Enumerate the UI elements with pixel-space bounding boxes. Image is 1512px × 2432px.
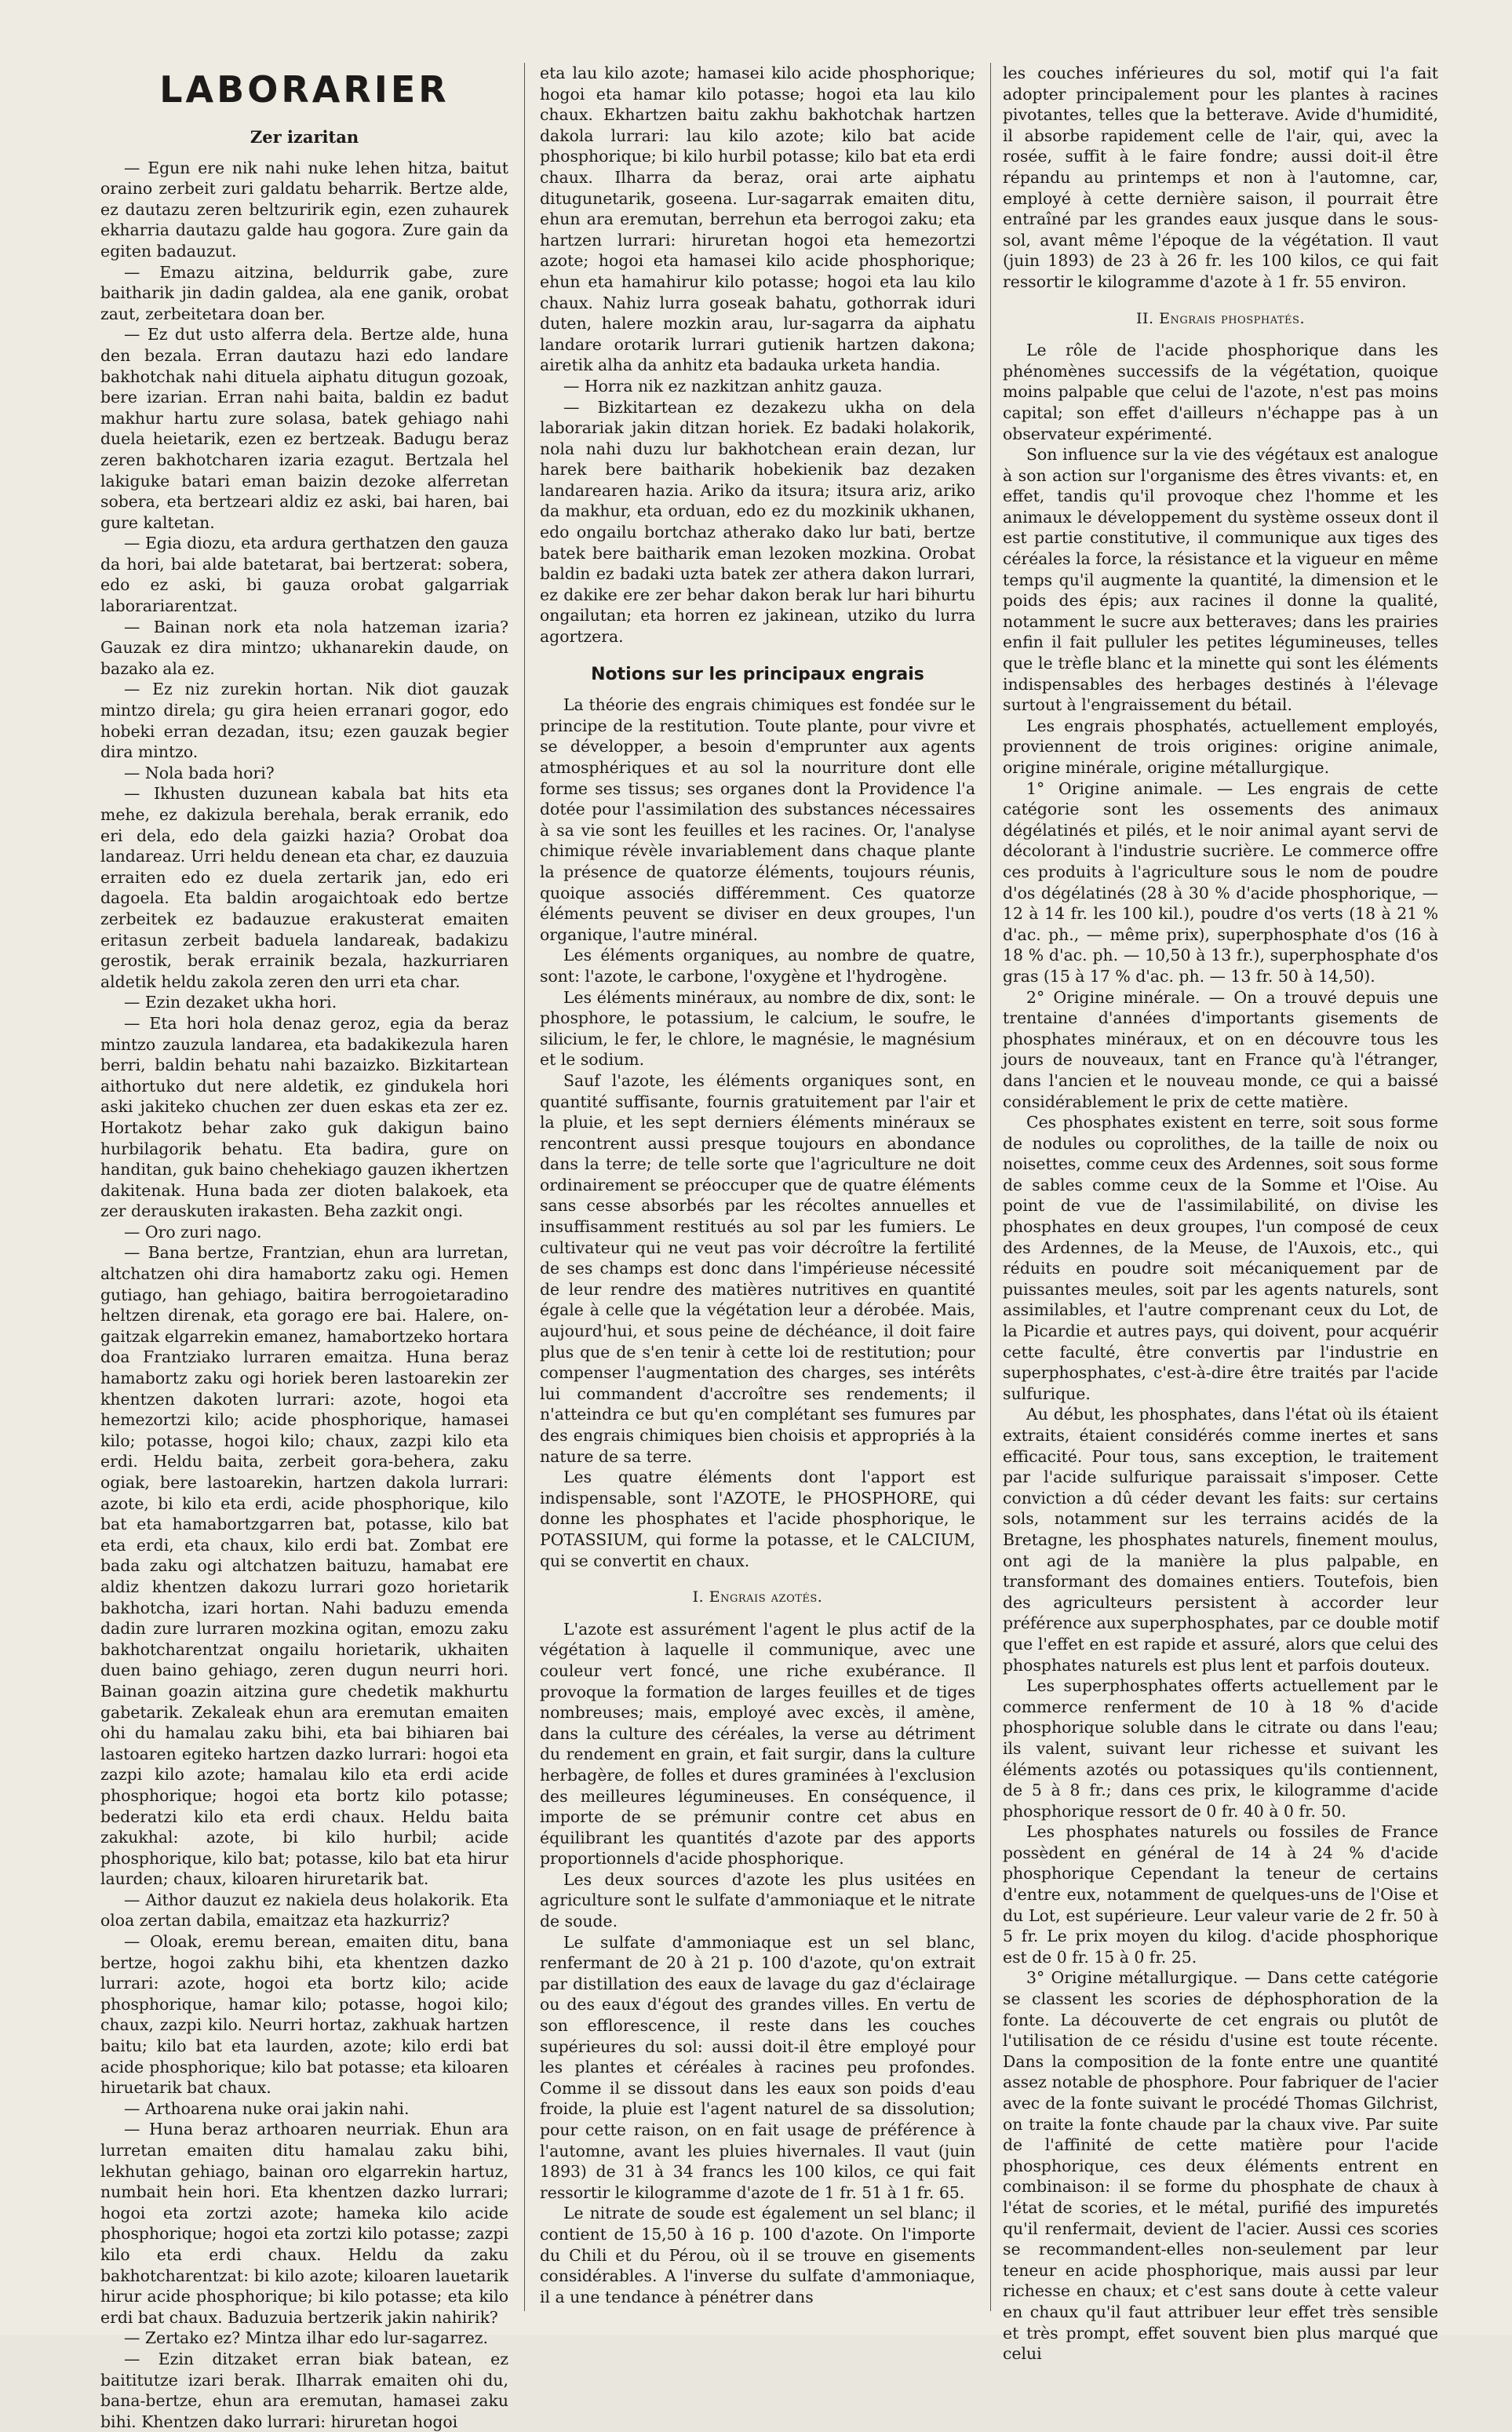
paragraph: Son influence sur la vie des végétaux est analogue à son action sur l'organisme des êtres vivants: et, en effet, tandis qu'il provoque chez l'homme et les animaux le développement du système osseux dont il est partie constitutive, il communique aux tiges des céréales la force, la résistance et la vigueur en même temps qu'il augmente la quantité, la dimension et le poids des épis; aux racines il donne la qualité, notamment le sucre aux betteraves; dans les prairies enfin il fait pulluler les petites légumineuses, telles que le trèfle blanc et la minette qui sont les éléments indispensables des herbages destinés à l'élevage surtout à l'engraissement du bétail. xyxy=(1003,445,1438,715)
paragraph: Les phosphates naturels ou fossiles de France possèdent en général de 14 à 24 % d'acide phosphorique Cependant la teneur de certains d'entre eux, notamment de quelques-uns de l'Oise et du Lot, est supérieure. Leur valeur varie de 2 fr. 50 à 5 fr. Le prix moyen du kilog. d'acide phosphorique est de 0 fr. 15 à 0 fr. 25. xyxy=(1003,1822,1438,1967)
paragraph: — Egia diozu, eta ardura gerthatzen den gauza da hori, bai alde batetarat, bai bertzerat: sobera, edo ez aski, bi gauza orobat galgarriak laborariarentzat. xyxy=(100,534,508,616)
column-rule-left xyxy=(524,63,525,2311)
paragraph: — Ez dut usto alferra dela. Bertze alde, huna den bezala. Erran dautazu hazi edo landare bakhotchak nahi dituela aiphatu ditugun gozoak, bere izarian. Erran nahi baita, baldin ez badut makhur hartu zure solasa, batek gehiago nahi duela heietarik, ezen ez bertzeak. Badugu beraz zeren bakhotcharen izaria ezagut. Bertzala hel lakiguke batari eman baizin dezoke alferretan sobera, eta bertzeari aldiz ez aski, bai haren, bai gure kaltetan. xyxy=(100,325,508,532)
paragraph: — Emazu aitzina, beldurrik gabe, zure baitharik jin dadin galdea, ala ene ganik, orobat zaut, zerbeitetara doan ber. xyxy=(100,262,508,323)
paragraph: — Bana bertze, Frantzian, ehun ara lurretan, altchatzen ohi dira hamabortz zaku ogi. Hemen gutiago, han gehiago, baitira berrogoietaradino heltzen direnak, eta gorago ere bai. Halere, on-gaitzak elgarrekin emanez, hamabortzeko hortara doa Frantziako lurraren emaitza. Huna beraz hamabortz zaku ogi horiek beren lastoarekin zer khentzen dakoten lurrari: azote, hogoi eta hemezortzi kilo; acide phosphorique, hamasei kilo; potasse, hogoi kilo; chaux, zazpi kilo eta erdi. Heldu baita, zerbeit gora-behera, zaku ogiak, bere lastoarekin, hartzen dakola lurrari: azote, bi kilo eta erdi, acide phosphorique, kilo bat eta hamabortzgarren bat, potasse, kilo bat eta erdi, eta chaux, kilo erdi bat. Zombat ere bada zaku ogi altchatzen baituzu, hamabat ere aldiz khentzen dakozu lurrari gozo horietarik bakhotcha, izari hortan. Nahi baduzu emenda dadin zure lurraren mozkina ogitan, emozu zaku bakhotcharentzat ongailu horietarik, ukhaiten duen baino gehiago, zeren dugun neurri hori. Bainan goazin aitzina gure chedetik makhurtu gabetarik. Zekaleak ehun ara eremutan emaiten ohi du hamalau zaku bihi, eta bai bihiaren bai lastoaren egiteko hartzen dazko lurrari: hogoi eta zazpi kilo azote; hamalau kilo eta erdi acide phosphorique; hogoi eta bortz kilo potasse; bederatzi kilo eta erdi chaux. Heldu baita zakukhal: azote, bi kilo hurbil; acide phosphorique, kilo bat; potasse, kilo bat eta hirur laurden; chaux, kiloaren hiruretarik bat. xyxy=(100,1243,508,1889)
subsection-title: II. Engrais phosphatés. xyxy=(1136,309,1305,327)
left-column xyxy=(100,63,508,2431)
paragraph: Les superphosphates offerts actuellement par le commerce renferment de 10 à 18 % d'acide phosphorique soluble dans le citrate ou dans l'eau; ils valent, suivant leur richesse et suivant les éléments azotés ou potassiques qu'ils contiennent, de 5 à 8 fr.; dans ces prix, le kilogramme d'acide phosphorique ressort de 0 fr. 40 à 0 fr. 50. xyxy=(1003,1676,1438,1821)
masthead-title: LABORARIER xyxy=(159,68,450,111)
paragraph: — Ezin dezaket ukha hori. xyxy=(124,993,337,1012)
paragraph: Les deux sources d'azote les plus usitées en agriculture sont le sulfate d'ammoniaque et le nitrate de soude. xyxy=(540,1869,975,1931)
column-rule-right xyxy=(990,63,991,2311)
paragraph: 3° Origine métallurgique. — Dans cette catégorie se classent les scories de déphosphoration de la fonte. La découverte de cet engrais ou plutôt de l'utilisation de ce résidu d'usine est toute récente. Dans la composition de la fonte entre une quantité assez notable de phosphore. Pour fabriquer de l'acier avec de la fonte suivant le procédé Thomas Gilchrist, on traite la fonte chaude par la chaux vive. Par suite de l'affinité de cette matière pour l'acide phosphorique, ces deux éléments entrent en combinaison: il se forme du phosphate de chaux à l'état de scories, et le métal, purifié des impuretés qu'il renfermait, devient de l'acier. Aussi ces scories se recommandent-elles non-seulement par leur teneur en acide phosphorique, mais aussi par leur richesse en chaux; et c'est sans doute à cette valeur en chaux qu'il faut attribuer leur effet très sensible et très prompt, effet souvent bien plus marqué que celui xyxy=(1003,1968,1438,2364)
paragraph: Le nitrate de soude est également un sel blanc; il contient de 15,50 à 16 p. 100 d'azote. On l'importe du Chili et du Pérou, où il se trouve en gisements considérables. A l'inverse du sulfate d'ammoniaque, il a une tendance à pénétrer dans xyxy=(540,2204,975,2306)
paragraph: — Bainan nork eta nola hatzeman izaria? Gauzak ez dira mintzo; ukhanarekin daude, on bazako ala ez. xyxy=(100,617,508,678)
paragraph: Le sulfate d'ammoniaque est un sel blanc, renfermant de 20 à 21 p. 100 d'azote, qu'on extrait par distillation des eaux de lavage du gaz d'éclairage ou des eaux d'égout des grandes villes. En vertu de son efflorescence, il reste dans les couches supérieures du sol: aussi doit-il être employé pour les plantes et céréales à racines peu profondes. Comme il se dissout dans les eaux son poids d'eau froide, la pluie est l'agent naturel de sa dissolution; pour cette raison, on en fait usage de préférence à l'automne, avant les pluies hivernales. Il vaut (juin 1893) de 31 à 34 francs les 100 kilos, ce qui fait ressortir le kilogramme d'azote de 1 fr. 51 à 1 fr. 65. xyxy=(540,1932,975,2202)
paragraph: — Zertako ez? Mintza ilhar edo lur-sagarrez. xyxy=(124,2328,488,2348)
article-subtitle: Zer izaritan xyxy=(250,127,359,147)
paragraph: Le rôle de l'acide phosphorique dans les phénomènes successifs de la végétation, quoique moins palpable que celui de l'azote, n'est pas moins capital; son effet d'ailleurs n'échappe pas à un observateur expérimenté. xyxy=(1003,341,1438,443)
paragraph: Au début, les phosphates, dans l'état où ils étaient extraits, étaient considérés comme inertes et sans efficacité. Pour tous, sans exception, le traitement par l'acide sulfurique paraissait s'imposer. Cette conviction a dû céder devant les faits: sur certains sols, notamment sur les terrains acidés de la Bretagne, les phosphates naturels, finement moulus, ont agi de la manière la plus palpable, en transformant des domaines entiers. Toutefois, bien des agriculteurs persistent à accorder leur préférence aux superphosphates, par ce double motif que l'effet en est rapide et assuré, alors que celui des phosphates naturels est plus lent et parfois douteux. xyxy=(1003,1405,1438,1675)
paragraph: — Horra nik ez nazkitzan anhitz gauza. xyxy=(563,376,883,396)
paragraph: Les quatre éléments dont l'apport est indispensable, sont l'AZOTE, le PHOSPHORE, qui donne les phosphates et l'acide phosphorique, le POTASSIUM, qui forme la potasse, et le CALCIUM, qui se convertit en chaux. xyxy=(540,1468,975,1570)
subsection-title: I. Engrais azotés. xyxy=(692,1588,823,1606)
paragraph: Les engrais phosphatés, actuellement employés, proviennent de trois origines: origine animale, origine minérale, origine métallurgique. xyxy=(1003,716,1438,777)
paragraph: Ces phosphates existent en terre, soit sous forme de nodules ou coprolithes, de la taille de noix ou noisettes, comme ceux des Ardennes, soit sous forme de sables comme ceux de la Somme et l'Oise. Au point de vue de l'assimilabilité, on divise les phosphates en deux groupes, l'un composé de ceux des Ardennes, de la Meuse, de l'Auxois, etc., qui réduits en poudre soit mécaniquement par de puissantes meules, soit par les agents naturels, sont assimilables, et l'autre comprenant ceux du Lot, de la Picardie et autres pays, qui doivent, pour acquérir cette faculté, être convertis par l'industrie en superphosphates, c'est-à-dire être traités par l'acide sulfurique. xyxy=(1003,1113,1438,1403)
middle-column xyxy=(540,63,975,2315)
paragraph: — Oloak, eremu berean, emaiten ditu, bana bertze, hogoi zakhu bihi, eta khentzen dazko lurrari: azote, hogoi eta bortz kilo; acide phosphorique, hamar kilo; potasse, hogoi kilo; chaux, zazpi kilo. Neurri hortaz, zakhuak hartzen baitu; kilo bat eta laurden, azote; kilo erdi bat acide phosphorique; kilo bat potasse; eta kiloaren hiruetarik bat chaux. xyxy=(100,1932,508,2098)
paragraph: — Arthoarena nuke orai jakin nahi. xyxy=(124,2098,410,2118)
paragraph: — Ikhusten duzunean kabala bat hits eta mehe, ez dakizula berehala, berak erranik, edo eri dela, edo dela gaizki hazia? Orobat doa landareaz. Urri heldu denean eta char, ez dauzuia erraiten edo ez duela zertarik jan, edo eri dagoela. Eta baldin arogaichtoak edo bertze zerbeitek ez badauzue erakusterat emaiten eritasun zerbeit baduela landareak, badakizu gerostik, berak errainik bezala, hazkurriaren aldetik heldu zakola zeren den urri eta char. xyxy=(100,784,508,991)
paragraph: Les éléments minéraux, au nombre de dix, sont: le phosphore, le potassium, le calcium, le soufre, le silicium, le fer, le chlore, le magnésie, le magnésium et le sodium. xyxy=(540,987,975,1070)
paragraph: Sauf l'azote, les éléments organiques sont, en quantité suffisante, fournis gratuitement par l'air et la pluie, et les sept derniers éléments minéraux se rencontrent aussi presque toujours en abondance dans la terre; de telle sorte que l'agriculture ne doit ordinairement se préoccuper que de quatre éléments sans cesse absorbés par les récoltes annuelles et insuffisamment restitués au sol par les fumiers. Le cultivateur qui ne veut pas voir décroître la fertilité de ses champs est donc dans l'impérieuse nécessité de leur rendre des matières nutritives en quantité égale à celle que la végétation leur a dérobée. Mais, aujourd'hui, et sous peine de déchéance, il doit faire plus que de s'en tenir à cette loi de restitution; pour compenser l'augmentation des charges, ses intérêts lui commandent d'accroître ses rendements; il n'atteindra ce but qu'en complétant ses fumures par des engrais chimiques bien choisis et appropriés à la nature de sa terre. xyxy=(540,1070,975,1466)
paragraph: Les éléments organiques, au nombre de quatre, sont: l'azote, le carbone, l'oxygène et l'hydrogène. xyxy=(540,946,975,986)
paragraph: — Ezin ditzaket erran biak batean, ez baititutze izari berak. Ilharrak emaiten ohi du, bana-bertze, ehun ara eremutan, hamasei zaku bihi. Khentzen dako lurrari: hiruretan hogoi xyxy=(100,2349,508,2431)
paragraph: — Egun ere nik nahi nuke lehen hitza, baitut oraino zerbeit zuri galdatu beharrik. Bertze alde, ez dautazu zeren beltzuririk egin, ezen zuhaurek ekharria dautazu galde hau gogora. Zure gain da egiten badauzut. xyxy=(100,158,508,261)
paragraph: — Ez niz zurekin hortan. Nik diot gauzak mintzo direla; gu gira heien erranari gogor, edo hobeki erran dezadan, itsu; ezen gauzak begier dira mintzo. xyxy=(100,680,508,762)
paragraph: les couches inférieures du sol, motif qui l'a fait adopter principalement pour les plantes à racines pivotantes, telles que la betterave. Avide d'humidité, il absorbe rapidement celle de l'air, qui, avec la rosée, suffit à le faire fondre; aussi doit-il être répandu au printemps et non à l'automne, car, employé à cette dernière saison, il pourrait être entraîné par les grandes eaux jusque dans le sous-sol, avant même l'époque de la végétation. Il vaut (juin 1893) de 23 à 26 fr. les 100 kilos, ce qui fait ressortir le kilogramme d'azote à 1 fr. 55 environ. xyxy=(1003,64,1438,291)
paragraph: 1° Origine animale. — Les engrais de cette catégorie sont les ossements des animaux dégélatinés et pilés, et le noir animal ayant servi de décolorant à l'industrie sucrière. Le commerce offre ces produits à l'agriculture sous le nom de poudre d'os dégélatinés (28 à 30 % d'acide phosphorique, — 12 à 14 fr. les 100 kil.), poudre d'os verts (18 à 21 % d'ac. ph., — même prix), superphosphate d'os (16 à 18 % d'ac. ph. — 10,50 à 13 fr.), superphosphate d'os gras (15 à 17 % d'ac. ph. — 13 fr. 50 à 14,50). xyxy=(1003,778,1438,986)
paragraph: L'azote est assurément l'agent le plus actif de la végétation à laquelle il communique, avec une couleur vert foncé, une riche exubérance. Il provoque la formation de larges feuilles et de tiges nombreuses; mais, employé avec excès, il amène, dans la culture des céréales, la verse au détriment du rendement en grain, et fait surgir, dans la culture herbagère, de folles et dures graminées à l'exclusion des meilleures légumineuses. En conséquence, il importe de se prémunir contre cet abus en équilibrant les quantités d'azote par des apports proportionnels d'acide phosphorique. xyxy=(540,1619,975,1869)
paragraph: — Huna beraz arthoaren neurriak. Ehun ara lurretan emaiten ditu hamalau zaku bihi, lekhutan gehiago, bainan oro elgarrekin hartuz, numbait hein hori. Eta khentzen dazko lurrari; hogoi eta zortzi azote; hameka kilo acide phosphorique; hogoi eta zortzi kilo potasse; zazpi kilo eta erdi chaux. Heldu da zaku bakhotcharentzat: bi kilo azote; kiloaren lauetarik hirur acide phosphorique; bi kilo potasse; eta kilo erdi bat chaux. Baduzuia bertzerik jakin nahirik? xyxy=(100,2120,508,2327)
paragraph: — Eta hori hola denaz geroz, egia da beraz mintzo zauzula landarea, eta badakikezula haren berri, baldin behatu nahi bazaizko. Bizkitartean aithortuko dut nere aldetik, ez gindukela hori aski jakiteko chuchen zer duen eskas eta zer ez. Hortakotz behar zako guk dakigun baino hurbilagorik behatu. Eta badira, gure on handitan, guk baino chehekiago gauzen ikhertzen dakitenak. Huna bada zer dioten balakoek, eta zer derauskuten irakasten. Beha zazkit ongi. xyxy=(100,1013,508,1221)
paragraph: La théorie des engrais chimiques est fondée sur le principe de la restitution. Toute plante, pour vivre et se développer, a besoin d'emprunter aux agents atmosphériques et au sol la nourriture dont elle forme ses tissus; ses organes dont la Providence l'a dotée pour l'assimilation des substances nécessaires à sa vie sont les feuilles et les racines. Or, l'analyse chimique révèle invariablement dans chaque plante la présence de quatorze éléments, toujours réunis, quoique associés différemment. Ces quatorze éléments peuvent se diviser en deux groupes, l'un organique, l'autre minéral. xyxy=(540,695,975,944)
right-column xyxy=(1003,63,1438,2364)
paragraph: — Nola bada hori? xyxy=(124,763,275,782)
paragraph: — Bizkitartean ez dezakezu ukha on dela laborariak jakin ditzan horiek. Ez badaki holakorik, nola nahi duzu lur bakhotchean erain dezan, lur harek bere baitharik hobekienik baz dezaken landarearen hazia. Ariko da itsura; itsura ariz, ariko da makhur, eta orduan, edo ez du mozkinik ukhanen, edo ongailu bortchaz atherako dako lur bati, bertze batek bere baitharik eman lezoken mozkina. Orobat baldin ez badaki uzta batek zer athera dakon lurrari, ez dakike ere zer behar dakon berak lur hari bihurtu ongailutan; eta horren ez jakinean, utziko du lurra agortzera. xyxy=(540,397,975,647)
paragraph: eta lau kilo azote; hamasei kilo acide phosphorique; hogoi eta hamar kilo potasse; hogoi eta lau kilo chaux. Ekhartzen baitu zakhu bakhotchak hartzen dakola lurrari: lau kilo azote; kilo bat acide phosphorique; bi kilo hurbil potasse; kilo bat eta erdi chaux. Ilharra da beraz, orai arte aiphatu ditugunetarik, goseena. Lur-sagarrak emaiten ditu, ehun ara eremutan, berrehun eta berrogoi zaku; eta hartzen lurrari: hiruretan hogoi eta hemezortzi azote; hogoi eta hamasei kilo acide phosphorique; ehun eta hamahirur kilo potasse; hogoi eta lau kilo chaux. Nahiz lurra goseak bahatu, gothorrak iduri duten, halere mozkin arau, lur-sagarra da aiphatu landare orotarik lurrari gutienik hartzen dakona; airetik alha da anhitz eta badauka urketa handia. xyxy=(540,64,975,375)
paragraph: — Aithor dauzut ez nakiela deus holakorik. Eta oloa zertan dabila, emaitzaz eta hazkurriz? xyxy=(100,1890,508,1931)
paragraph: 2° Origine minérale. — On a trouvé depuis une trentaine d'années d'importants gisements de phosphates minéraux, et on en découvre tous les jours de nouveaux, tant en France qu'à l'étranger, dans l'ancien et le nouveau monde, ce qui a baissé considérablement le prix de cette matière. xyxy=(1003,987,1438,1111)
section-title: Notions sur les principaux engrais xyxy=(591,664,924,684)
paragraph: — Oro zuri nago. xyxy=(124,1222,262,1242)
